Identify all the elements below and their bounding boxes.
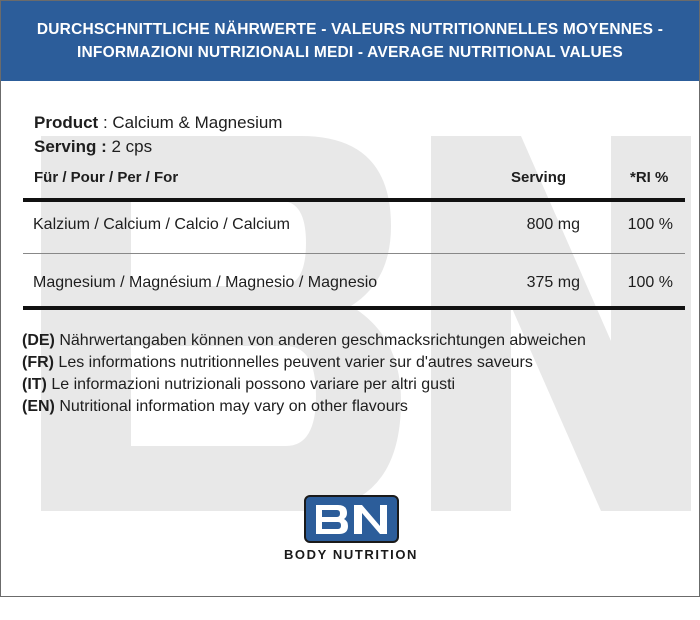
note-de [22,330,586,352]
product-info [34,111,282,159]
table-row [23,197,685,253]
note-code: (FR) [22,354,54,371]
header-serving: Serving [511,169,567,186]
header-nutrient: Für / Pour / Per / For [34,169,179,186]
note-it [22,374,586,396]
note-code: (EN) [22,398,55,415]
product-value: : Calcium & Magnesium [98,113,283,132]
bn-logo-mark [304,495,399,543]
product-label: Product [34,113,99,132]
brand-name: BODY NUTRITION [283,547,419,562]
note-text: Nutritional information may vary on other flavours [54,398,408,415]
note-code: (DE) [22,332,55,349]
note-text: Nährwertangaben können von anderen geschmacksrichtungen abweichen [54,332,586,349]
note-code: (IT) [22,376,47,393]
serving-label: Serving : [34,137,107,156]
serving-line [34,135,282,159]
table-bottom-rule [23,306,685,310]
nutrition-table-header [34,169,674,191]
nutrient-ri: 100 % [627,274,673,291]
nutrient-amount: 800 mg [526,216,580,233]
body-nutrition-logo [251,495,451,565]
serving-value: 2 cps [106,137,153,156]
disclaimer-notes [22,330,586,418]
header-banner [1,1,699,81]
note-fr [22,352,586,374]
note-text: Les informations nutritionnelles peuvent varier sur d'autres saveurs [53,354,533,371]
nutrient-amount: 375 mg [526,274,580,291]
nutrient-name: Magnesium / Magnésium / Magnesio / Magnesio [33,274,378,291]
note-en [22,396,586,418]
product-line [34,111,282,135]
header-title-line-1: DURCHSCHNITTLICHE NÄHRWERTE - VALEURS NUTRITIONNELLES MOYENNES - [36,21,664,38]
note-text: Le informazioni nutrizionali possono variare per altri gusti [46,376,456,393]
row-divider [23,253,685,254]
nutrient-name: Kalzium / Calcium / Calcio / Calcium [33,216,290,233]
header-title-line-2: INFORMAZIONI NUTRIZIONALI MEDI - AVERAGE NUTRITIONAL VALUES [77,44,623,61]
bn-logo-icon [306,497,397,541]
table-row [23,255,685,311]
header-ri: *RI % [630,169,669,186]
nutrient-ri: 100 % [627,216,673,233]
